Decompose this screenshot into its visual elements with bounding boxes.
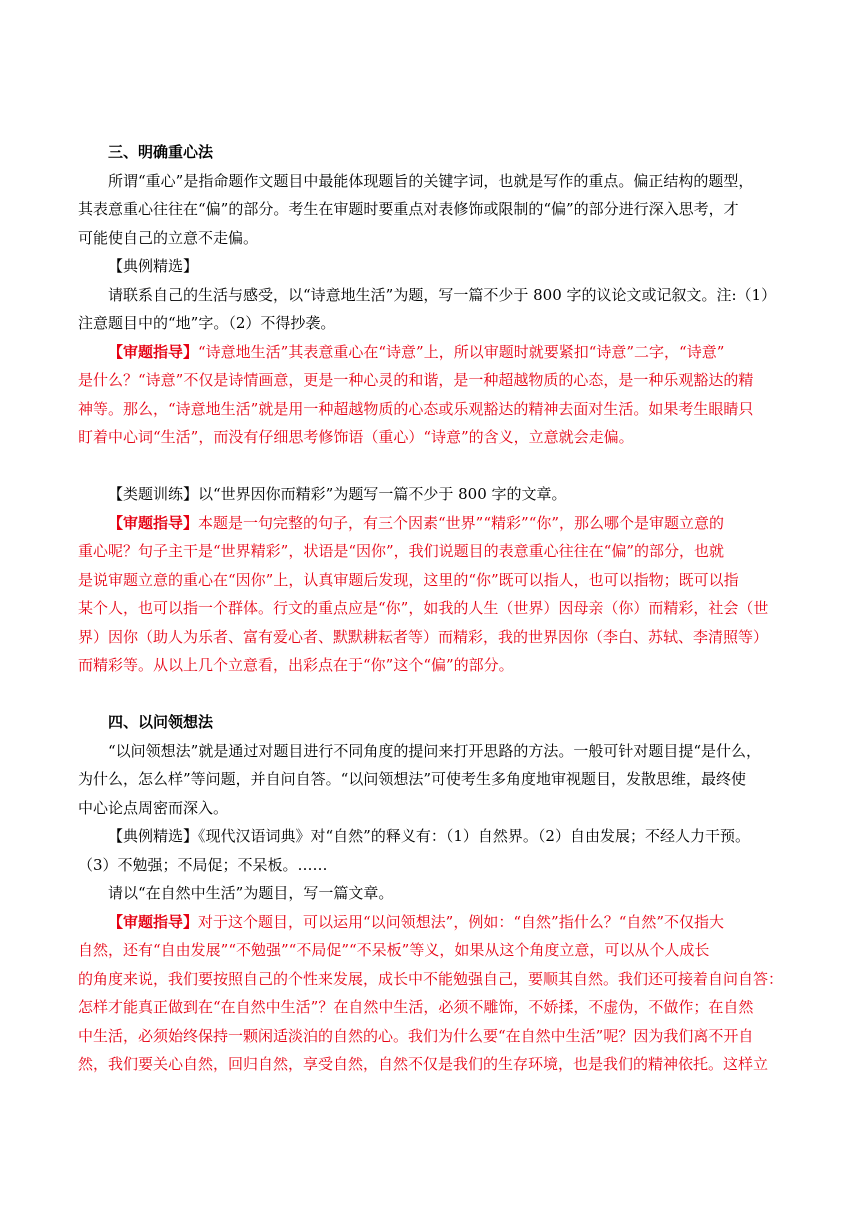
prompt-line: 请以“在自然中生活”为题目，写一篇文章。 [108,884,394,902]
guide-paragraph-line: 盯着中心词“生活”，而没有仔细思考修饰语（重心）“诗意”的含义，立意就会走偏。 [78,428,634,446]
guide-label: 【审题指导】 [108,342,199,361]
guide-paragraph-line: 某个人，也可以指一个群体。行文的重点应是“你”，如我的人生（世界）因母亲（你）而精彩，社会（世 [78,599,769,617]
example-line [78,822,790,851]
paragraph-line: 其表意重心往往在“偏”的部分。考生在审题时要重点对表修饰或限制的“偏”的部分进行深入思考，才 [78,200,739,218]
guide-label: 【审题指导】 [108,912,199,931]
section-title: 四、以问领想法 [108,713,214,731]
example-label: 【典例精选】 [108,827,199,845]
example-label: 【典例精选】 [108,257,199,275]
paragraph-line: （3）不勉强；不局促；不呆板。…… [78,855,328,874]
guide-paragraph-line: 怎样才能真正做到在“在自然中生活”？在自然中生活，必须不雕饰，不娇揉，不虚伪，不做作；在自然 [78,998,754,1016]
guide-text: “诗意地生活”其表意重心在“诗意”上，所以审题时就要紧扣“诗意”二字，“诗意” [198,342,725,361]
guide-label: 【审题指导】 [108,513,199,532]
paragraph-line: “以问领想法”就是通过对题目进行不同角度的提问来打开思路的方法。一般可针对题目提“是什么， [108,741,762,760]
guide-text: 对于这个题目，可以运用“以问领想法”，例如：“自然”指什么？“自然”不仅指大 [198,912,725,931]
guide-paragraph-line [78,338,790,367]
paragraph-line: 可能使自己的立意不走偏。 [78,228,259,247]
guide-paragraph-line [78,908,790,937]
guide-paragraph-line: 自然，还有“自由发展”“不勉强”“不局促”“不呆板”等义，如果从这个角度立意，可以从个人成长 [78,941,710,959]
section-title: 三、明确重心法 [108,143,214,161]
paragraph-line: 中心论点周密而深入。 [78,798,229,817]
spacer [78,452,790,481]
paragraph-line: 所谓“重心”是指命题作文题目中最能体现题旨的关键字词，也就是写作的重点。偏正结构的题型， [108,171,754,190]
guide-paragraph-line [78,509,790,538]
guide-paragraph-line: 是什么？“诗意”不仅是诗情画意，更是一种心灵的和谐，是一种超越物质的心态，是一种乐观豁达的精 [78,371,754,389]
guide-paragraph-line: 而精彩等。从以上几个立意看，出彩点在于“你”这个“偏”的部分。 [78,656,514,674]
guide-paragraph-line: 界）因你（助人为乐者、富有爱心者、默默耕耘者等）而精彩，我的世界因你（李白、苏轼、李清照等） [78,627,769,646]
guide-paragraph-line: 中生活，必须始终保持一颗闲适淡泊的自然的心。我们为什么要“在自然中生活”呢？因为我们离不开自 [78,1026,754,1045]
guide-paragraph-line: 然，我们要关心自然，回归自然，享受自然，自然不仅是我们的生存环境，也是我们的精神依托。这样立 [78,1055,769,1073]
spacer [78,680,790,709]
paragraph-line: 为什么，怎么样”等问题，并自问自答。“以问领想法”可使考生多角度地审视题目，发散思维，最终使 [78,770,747,788]
guide-paragraph-line: 神等。那么，“诗意地生活”就是用一种超越物质的心态或乐观豁达的精神去面对生活。如果考生眼睛只 [78,399,754,418]
guide-paragraph-line: 重心呢？句子主干是“世界精彩”，状语是“因你”，我们说题目的表意重心往往在“偏”的部分，也就 [78,542,725,560]
training-label: 【类题训练】 [108,485,199,503]
example-text: 《现代汉语词典》对“自然”的释义有：（1）自然界。（2）自由发展；不经人力干预。 [198,827,750,845]
guide-paragraph-line: 是说审题立意的重心在“因你”上，认真审题后发现，这里的“你”既可以指人，也可以指物；既可以指 [78,570,739,589]
paragraph-line: 请联系自己的生活与感受，以“诗意地生活”为题，写一篇不少于 800 字的议论文或记叙文。注:（1） [108,285,777,304]
guide-text: 本题是一句完整的句子，有三个因素“世界”“精彩”“你”，那么哪个是审题立意的 [198,513,725,532]
guide-paragraph-line: 的角度来说，我们要按照自己的个性来发展，成长中不能勉强自己，要顺其自然。我们还可接着自问自答： [78,969,784,988]
training-line [78,480,790,509]
training-text: 以“世界因你而精彩”为题写一篇不少于 800 字的文章。 [198,485,567,503]
paragraph-line: 注意题目中的“地”字。（2）不得抄袭。 [78,314,336,332]
